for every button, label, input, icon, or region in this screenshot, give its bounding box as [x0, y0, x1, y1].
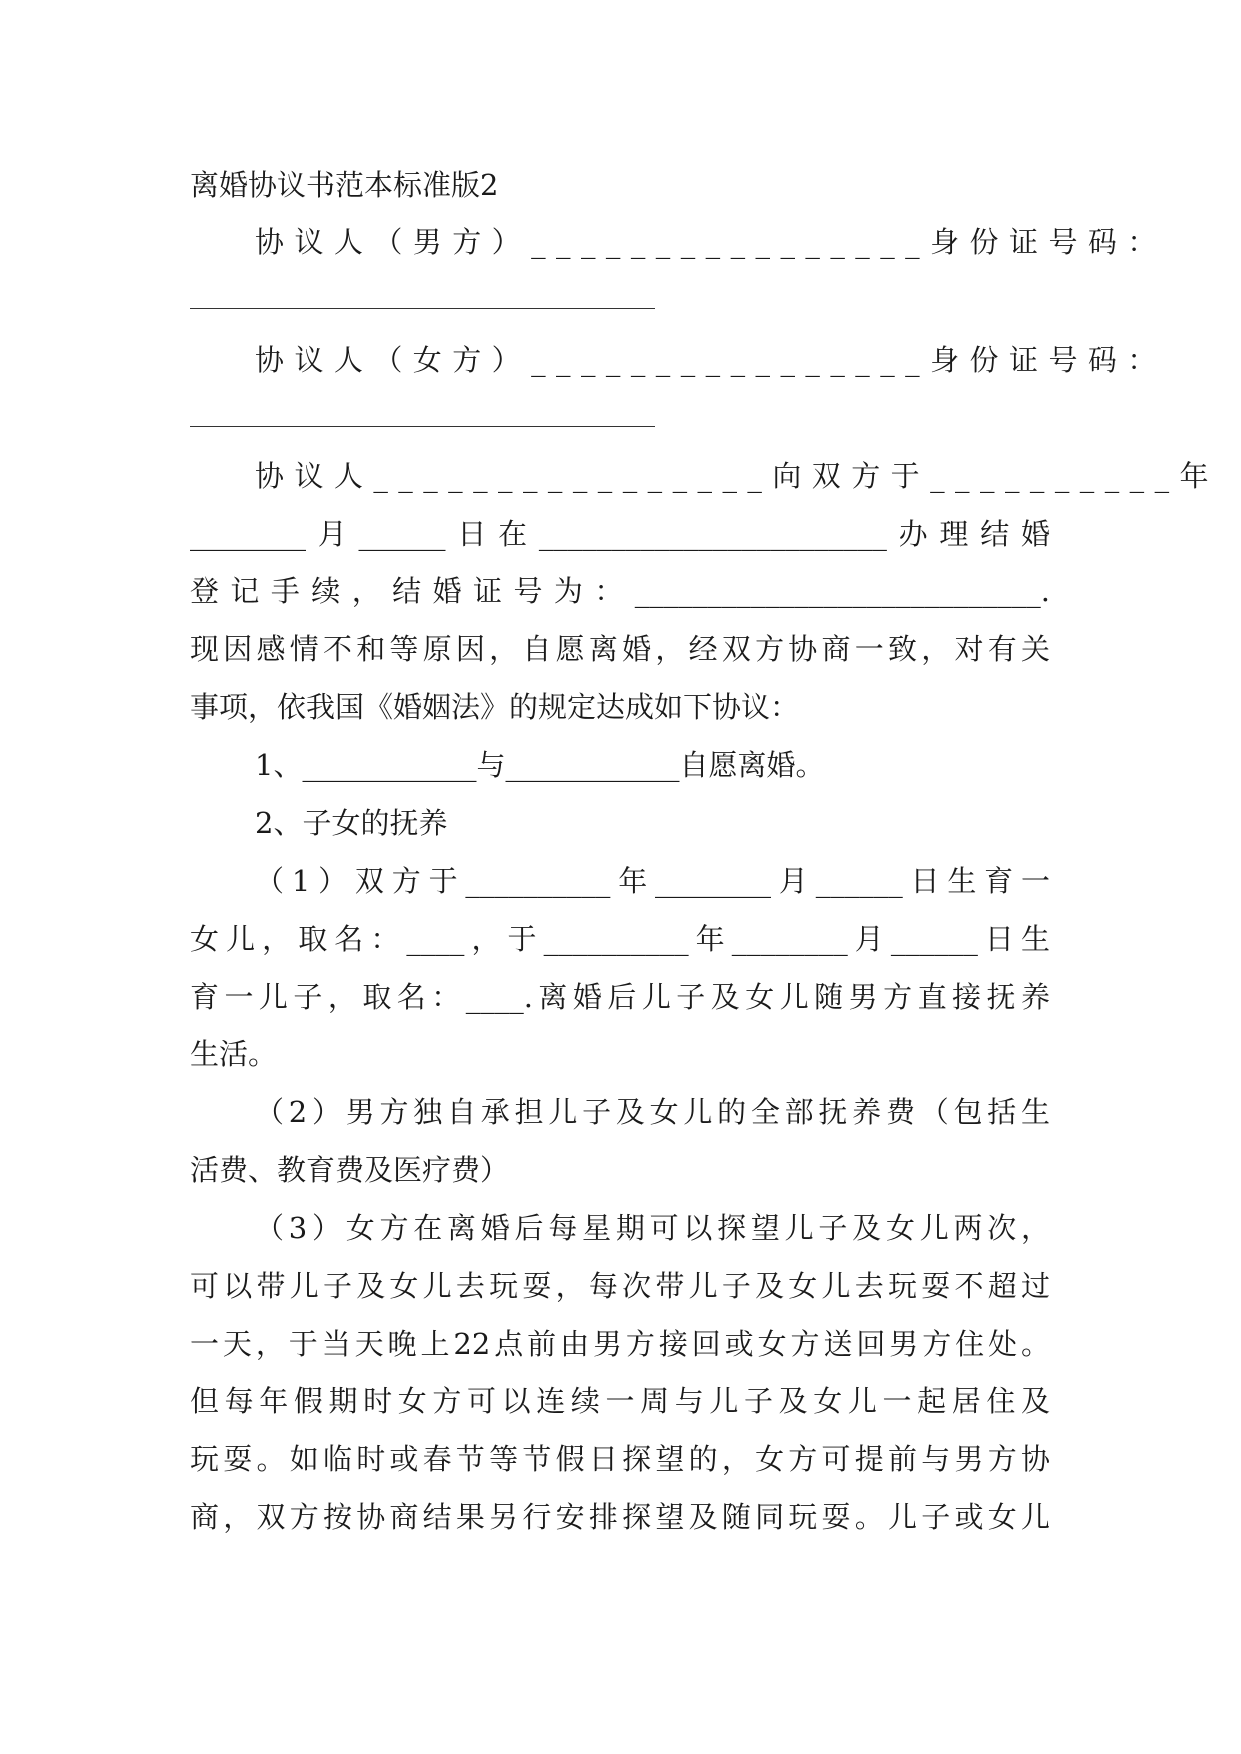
- clause-2-1-line: 育一儿子，取名：____.离婚后儿子及女儿随男方直接抚养: [190, 980, 1050, 1014]
- female-party-line: 协议人（女方）________________身份证号码：: [255, 343, 1167, 377]
- document-title: 离婚协议书范本标准版2: [190, 168, 499, 202]
- male-id-blank: [190, 308, 655, 309]
- clause-2-3-line: 一天，于当天晚上22点前由男方接回或女方送回男方住处。: [190, 1327, 1050, 1361]
- clause-2-2-line: 活费、教育费及医疗费）: [190, 1153, 510, 1187]
- paragraph-line: ________月______日在________________________办理结婚: [190, 517, 1050, 551]
- clause-2-3-line: 但每年假期时女方可以连续一周与儿子及女儿一起居住及: [190, 1384, 1050, 1418]
- clause-2-2-line: （2）男方独自承担儿子及女儿的全部抚养费（包括生: [255, 1095, 1050, 1129]
- clause-2-1-line: 女儿，取名：____，于__________年________月______日生: [190, 922, 1050, 956]
- clause-2-3-line: （3）女方在离婚后每星期可以探望儿子及女儿两次，: [255, 1211, 1050, 1245]
- clause-2-3-line: 商，双方按协商结果另行安排探望及随同玩耍。儿子或女儿: [190, 1500, 1050, 1534]
- male-party-line: 协议人（男方）________________身份证号码：: [255, 225, 1167, 259]
- paragraph-line: 现因感情不和等原因，自愿离婚，经双方协商一致，对有关: [190, 632, 1050, 666]
- paragraph-line: 事项，依我国《婚姻法》的规定达成如下协议：: [190, 690, 800, 724]
- female-id-blank: [190, 426, 655, 427]
- paragraph-line: 协议人________________向双方于__________年: [255, 459, 1219, 493]
- clause-2-3-line: 玩耍。如临时或春节等节假日探望的，女方可提前与男方协: [190, 1442, 1050, 1476]
- clause-2-1-line: 生活。: [190, 1037, 278, 1071]
- clause-2-3-line: 可以带儿子及女儿去玩耍，每次带儿子及女儿去玩耍不超过: [190, 1269, 1050, 1303]
- clause-1: 1、____________与____________自愿离婚。: [255, 748, 825, 782]
- paragraph-line: 登记手续，结婚证号为：____________________________.: [190, 574, 1050, 608]
- clause-2-1-line: （1）双方于__________年________月______日生育一: [255, 864, 1050, 898]
- clause-2-heading: 2、子女的抚养: [255, 806, 448, 840]
